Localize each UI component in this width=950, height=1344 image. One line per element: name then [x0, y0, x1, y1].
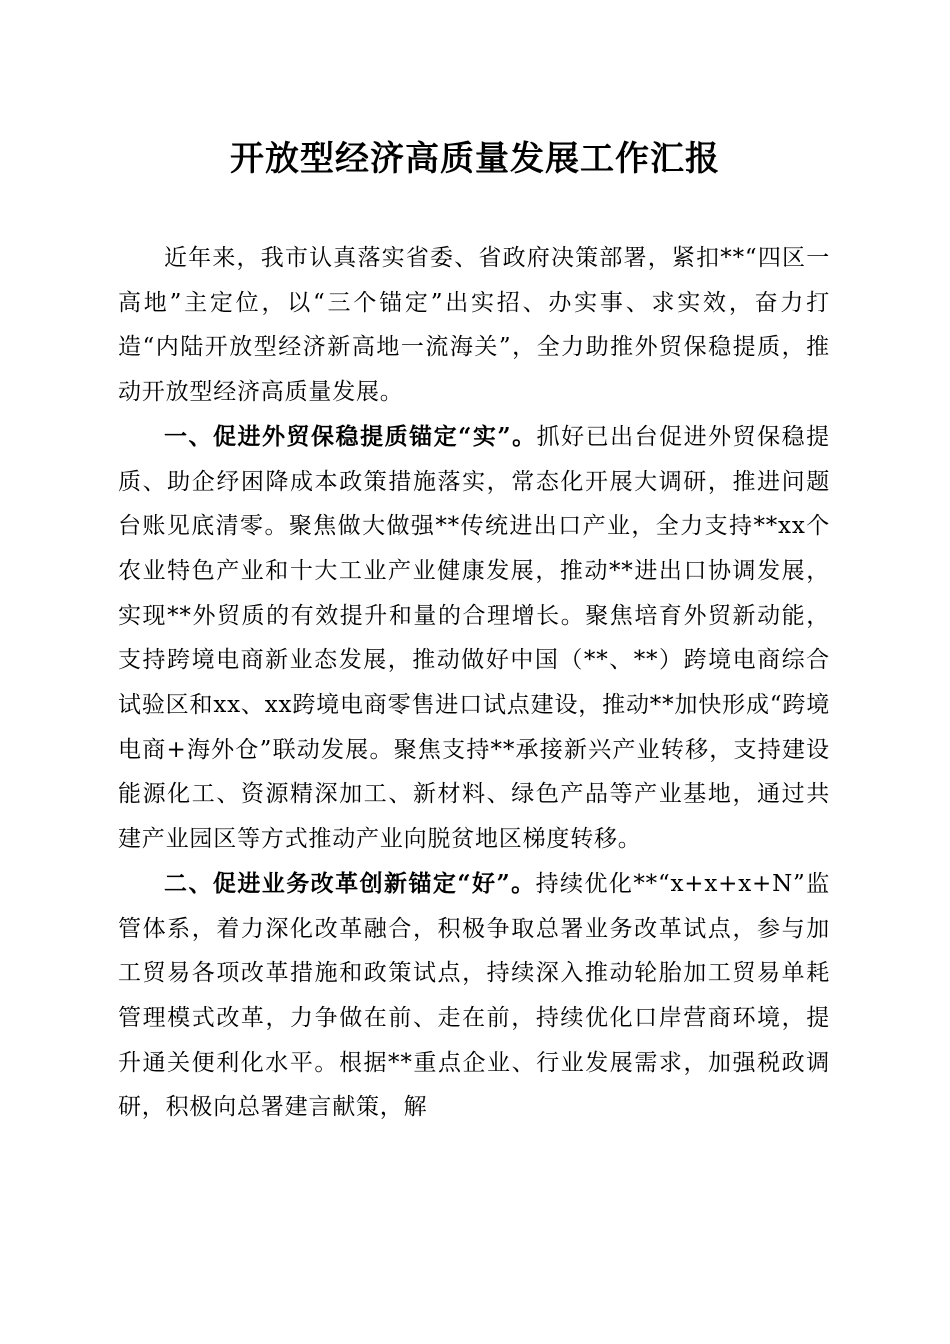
section-heading-2: 二、促进业务改革创新锚定“好”。 — [164, 869, 536, 897]
document-title: 开放型经济高质量发展工作汇报 — [230, 139, 720, 179]
section-text-1: 抓好已出台促进外贸保稳提质、助企纾困降成本政策措施落实，常态化开展大调研，推进问题台账见底清零。聚焦做大做强**传统进出口产业，全力支持**xx个农业特色产业和十大工业产业健康发展，推动**进出口协调发展，实现**外贸质的有效提升和量的合理增长。聚焦培育外贸新动能，支持跨境电商新业态发展，推动做好中国（**、**）跨境电商综合试验区和xx、xx跨境电商零售进口试点建设，推动**加快形成“跨境电商+海外仓”联动发展。聚焦支持**承接新兴产业转移，支持建设能源化工、资源精深加工、新材料、绿色产品等产业基地，通过共建产业园区等方式推动产业向脱贫地区梯度转移。 — [118, 423, 830, 853]
section-text-2: 持续优化**“x+x+x+N”监管体系，着力深化改革融合，积极争取总署业务改革试点，参与加工贸易各项改革措施和政策试点，持续深入推动轮胎加工贸易单耗管理模式改革，力争做在前、走在前，持续优化口岸营商环境，提升通关便利化水平。根据**重点企业、行业发展需求，加强税政调研，积极向总署建言献策，解 — [118, 870, 830, 1121]
document-body — [118, 236, 830, 1130]
section-heading-1: 一、促进外贸保稳提质锚定“实”。 — [164, 422, 537, 450]
section-paragraph-1 — [118, 415, 830, 862]
intro-paragraph: 近年来，我市认真落实省委、省政府决策部署，紧扣**“四区一高地”主定位，以“三个锚定”出实招、办实事、求实效，奋力打造“内陆开放型经济新高地一流海关”，全力助推外贸保稳提质，推动开放型经济高质量发展。 — [118, 245, 830, 406]
section-paragraph-2 — [118, 862, 830, 1130]
